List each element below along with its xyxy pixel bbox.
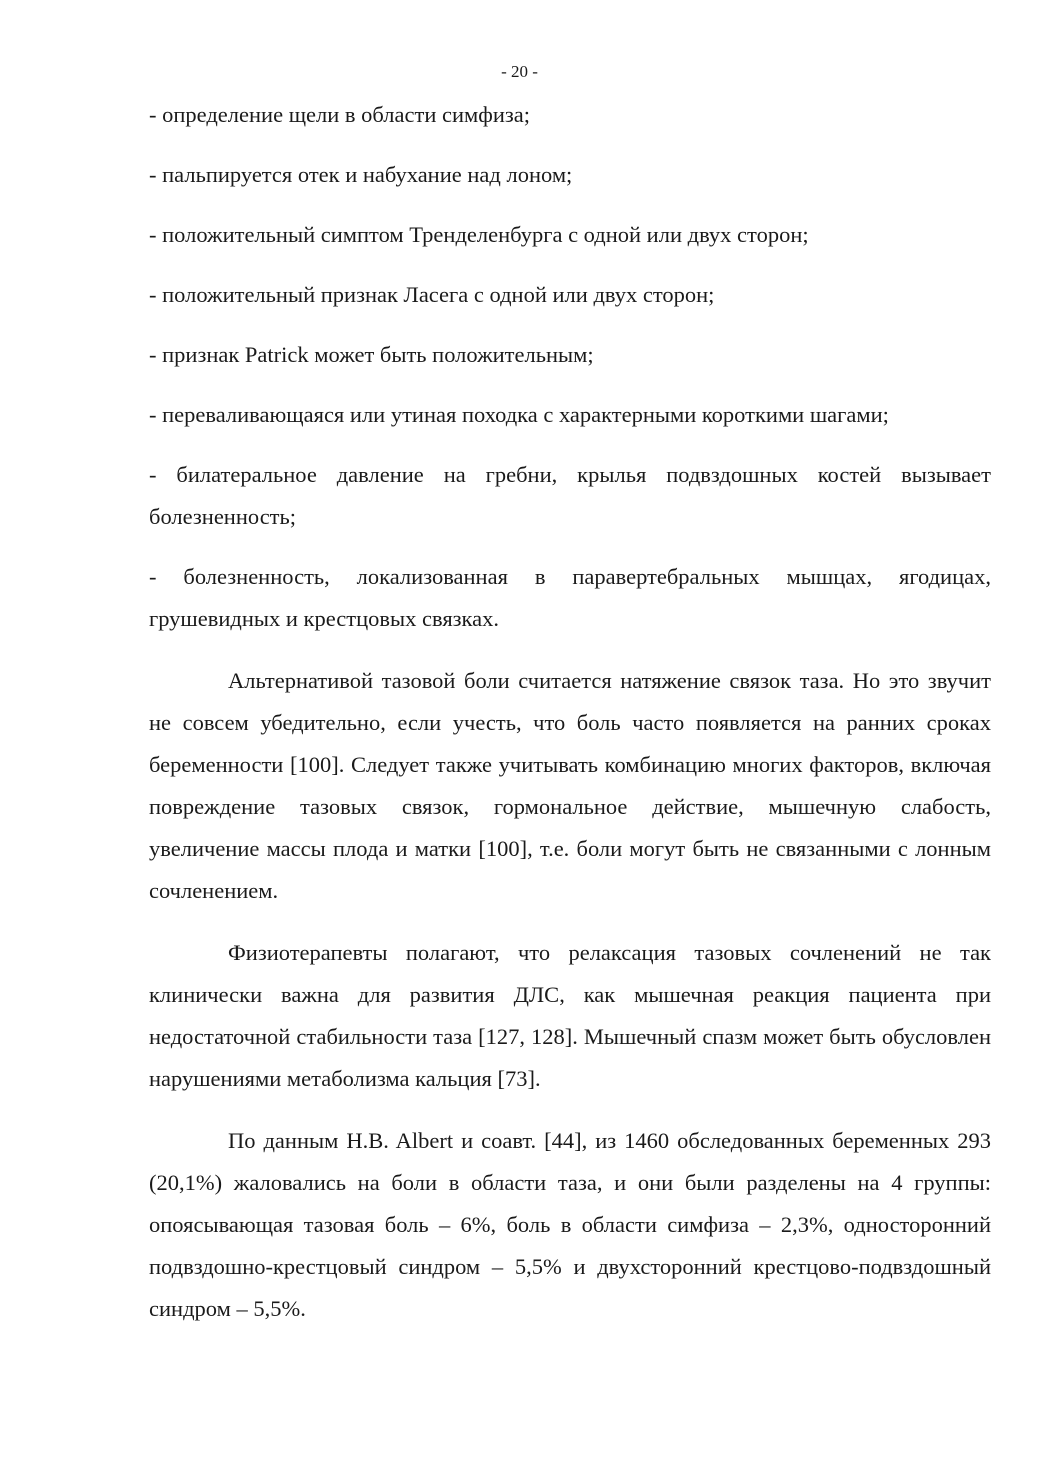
list-item: - положительный симптом Тренделенбурга с одной или двух сторон;: [149, 222, 809, 247]
list-item: - пальпируется отек и набухание над лоном;: [149, 162, 573, 187]
page-number: - 20 -: [501, 62, 538, 81]
paragraph-physiotherapists: Физиотерапевты полагают, что релаксация тазовых сочленений не так клинически важна для развития ДЛС, как мышечная реакция пациента при недостаточной стабильности таза [127, 128]. Мышечный спазм может быть обусловлен нарушениями метаболизма кальция [73].: [149, 940, 991, 1091]
list-item: - положительный признак Ласега с одной или двух сторон;: [149, 282, 715, 307]
list-item: - переваливающаяся или утиная походка с характерными короткими шагами;: [149, 402, 889, 427]
paragraph-albert-study: По данным H.B. Albert и соавт. [44], из 1460 обследованных беременных 293 (20,1%) жаловались на боли в области таза, и они были разделены на 4 группы: опоясывающая тазовая боль – 6%, боль в области симфиза – 2,3%, односторонний подвздошно-крестцовый синдром – 5,5% и двухсторонний крестцово-подвздошный синдром – 5,5%.: [149, 1128, 991, 1321]
symptom-list: [149, 94, 991, 640]
list-item: - признак Patrick может быть положительным;: [149, 342, 594, 367]
list-item: - определение щели в области симфиза;: [149, 102, 530, 127]
paragraph-ligament-tension: Альтернативой тазовой боли считается натяжение связок таза. Но это звучит не совсем убедительно, если учесть, что боль часто появляется на ранних сроках беременности [100]. Следует также учитывать комбинацию многих факторов, включая повреждение тазовых связок, гормональное действие, мышечную слабость, увеличение массы плода и матки [100], т.е. боли могут быть не связанными с лонным сочленением.: [149, 668, 991, 903]
list-item: - болезненность, локализованная в паравертебральных мышцах, ягодицах, грушевидных и крестцовых связках.: [149, 564, 991, 631]
list-item: - билатеральное давление на гребни, крылья подвздошных костей вызывает болезненность;: [149, 462, 991, 529]
page-content: [149, 94, 991, 1330]
